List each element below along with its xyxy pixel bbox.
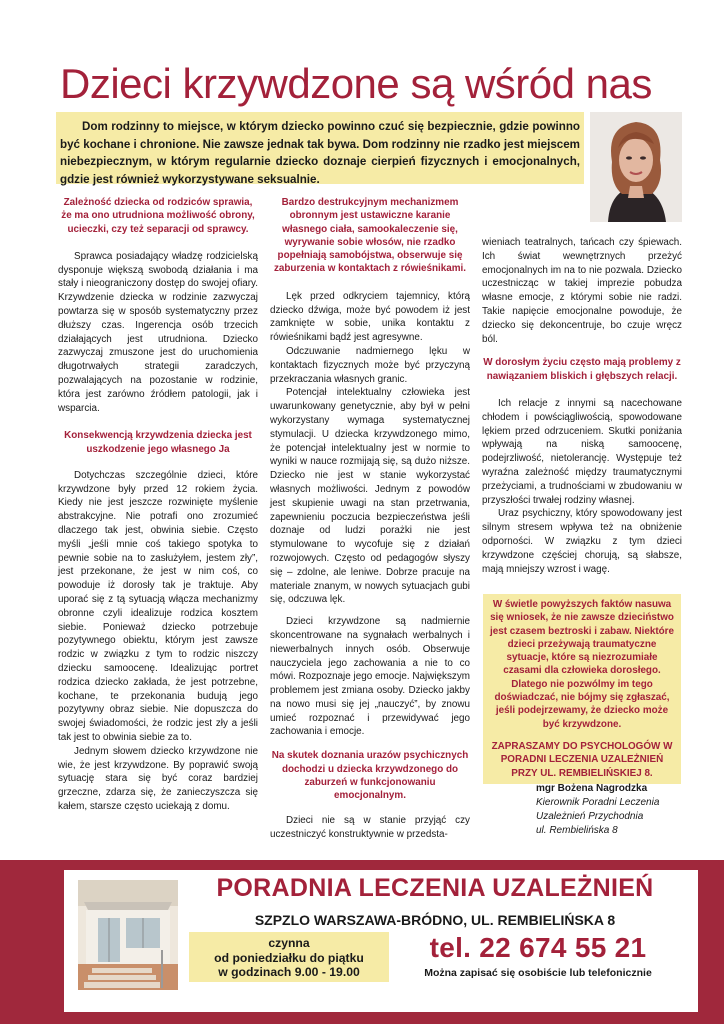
- author-photo: [590, 112, 682, 222]
- author-name: mgr Bożena Nagrodzka: [536, 783, 648, 794]
- col1-paragraph-2: Dotychczas szczególnie dzieci, które krzywdzone były przed 12 rokiem życia. Kiedy nie jest jeszcze rozwinięte myślenie abstrakcyjne. Nie potrafi ono zrozumieć dlaczego tak jest, obwinia siebie. Często myśli „jeśli mnie coś takiego spotyka to pewnie sobie na to zasłużyłem, jestem zły”, jest przekonane, że jest w nim coś, co powoduje iż dorosły tak je traktuje. Aby uporać się z tą sytuacją włącza mechanizmy obronne czyli idealizuje rodzica kosztem siebie. Ponieważ dziecko potrzebuje pozytywnego obiektu, którym jest zawsze rodzic w związku z tym to rodzic niszczy dziecku samoocenę. Idealizując portret rodzica dziecko zakłada, że jest potrzebne, kochane, te przekonania budują jego pozytywny obraz siebie. Nie dopuszcza do swojej świadomości, że rodzic jest zły a jeśli tak jest to obwinia siebie za to.: [58, 469, 258, 743]
- clinic-building-photo: [78, 880, 178, 990]
- signature: [536, 782, 659, 838]
- lead-box: [56, 112, 584, 184]
- col2-heading-1: Bardzo destrukcyjnym mechanizmem obronnym jest ustawiczne karanie własnego ciała, samookaleczenie się, wyrywanie sobie włosów, nie rzadko popełniają samobójstwa, obserwuje się zaburzenia w kontaktach z rówieśnikami.: [273, 197, 467, 275]
- col2-paragraph-2: Odczuwanie nadmiernego lęku w kontaktach fizycznych może być przyczyną przekraczania własnych granic.: [270, 345, 470, 385]
- col1-heading-2: Konsekwencją krzywdzenia dziecka jest uszkodzenie jego własnego Ja: [64, 430, 252, 455]
- column-3: [482, 236, 682, 576]
- conclusion-text: W świetle powyższych faktów nasuwa się wniosek, że nie zawsze dzieciństwo jest czasem beztroski i zabaw. Niektóre dzieci przeżywają traumatyczne sytuacje, które są niezrozumiałe czasami dla człowieka dorosłego. Dlatego nie pozwólmy im tego doświadczać, nie bójmy się zgłaszać, jeśli podejrzewamy, że dziecko może być krzywdzone.: [489, 599, 675, 730]
- col1-heading-1: Zależność dziecka od rodziców sprawia, że ma ono utrudniona możliwość obrony, ucieczki, czy też separacji od sprawcy.: [61, 197, 255, 235]
- registration-note: Można zapisać się osobiście lub telefonicznie: [424, 967, 652, 979]
- col2-paragraph-1: Lęk przed odkryciem tajemnicy, którą dziecko dźwiga, może być powodem iż jest zamknięte w sobie, unika kontaktu z rówieśnikami bądź jest agresywne.: [270, 290, 470, 344]
- portrait-image: [590, 112, 682, 222]
- conclusion-box: [483, 594, 681, 784]
- invitation-text: ZAPRASZAMY DO PSYCHOLOGÓW W PORADNI LECZENIA UZALEŻNIEŃ PRZY UL. REMBIELIŃSKIEJ 8.: [491, 740, 673, 779]
- col3-paragraph-3: Uraz psychiczny, który spowodowany jest silnym stresem wpływa też na obniżenie odporności. W związku z tym dzieci krzywdzone częściej chorują, są słabsze, mają mniejszy wzrost i wagę.: [482, 508, 682, 575]
- lead-text: Dom rodzinny to miejsce, w którym dziecko powinno czuć się bezpiecznie, gdzie powinno być kochane i chronione. Nie zawsze jednak tak bywa. Dom rodzinny nie rzadko jest miejscem niebezpiecznym, w którym regularnie dziecko doznaje cierpień fizycznych i emocjonalnych, gdzie jest również wykorzystywane seksualnie.: [60, 120, 580, 186]
- col3-paragraph-2: Ich relacje z innymi są nacechowane chłodem i powściągliwością, spowodowane lękiem przed odrzuceniem. Skutki poniżania wpływają na niską samoocenę, podejrzliwość, nietolerancję. Występuje też wyraźna zależność między traumatycznymi przeżyciami, a trudnościami w zbudowaniu w przyszłości trwałej rodziny własnej.: [482, 397, 682, 506]
- col2-paragraph-3: Potencjał intelektualny człowieka jest uwarunkowany genetycznie, aby był w pełni wykorzystany wymaga systematycznej stymulacji. U dziecka krzywdzonego mimo, że potencjał intelektualny jest w normie to wyniki w nauce rozmijają się, są dużo niższe. Dziecko nie jest w stanie wykorzystać własnych możliwości. Jednym z powodów jest skupienie uwagi na stan przetrwania, zapewnieniu poczucia bezpieczeństwa jeśli doznaje od ludzi porażki nie jest stymulowane to wycofuje się z działań rozwojowych. Często od pedagogów słyszy się – zdolne, ale leniwe. Dobrze pracuje na materiale znanym, w nowych sytuacjach gubi się, odczuwa lęk.: [270, 387, 470, 606]
- author-title-3: ul. Rembielińska 8: [536, 825, 618, 836]
- col2-heading-2: Na skutek doznania urazów psychicznych dochodzi u dziecka krzywdzonego do zaburzeń w funkcjonowaniu emocjonalnym.: [271, 750, 469, 802]
- hours-line-2: od poniedziałku do piątku: [214, 950, 364, 965]
- phone-number[interactable]: tel. 22 674 55 21: [429, 932, 647, 963]
- column-2: [270, 196, 470, 842]
- clinic-address: SZPZLO WARSZAWA-BRÓDNO, UL. REMBIELIŃSKA 8: [254, 912, 616, 928]
- page-title: Dzieci krzywdzone są wśród nas: [60, 60, 652, 107]
- column-1: [58, 196, 258, 814]
- col1-paragraph-3: Jednym słowem dziecko krzywdzone nie wie, że jest krzywdzone. By poprawić swoją sytuację stara się być coraz bardziej grzeczne, zdarza się, że zanieczyszcza się kałem, starsze często uciekają z domu.: [58, 745, 258, 812]
- hours-line-3: w godzinach 9.00 - 19.00: [218, 965, 360, 979]
- author-title-1: Kierownik Poradni Leczenia: [536, 797, 660, 808]
- col3-paragraph-1: wieniach teatralnych, tańcach czy śpiewach. Ich świat wewnętrznych przeżyć emocjonalnych im na to nie pozwala. Dziecko uczestnicząc w takiej imprezie pobudza własne emocje, z którymi sobie nie radzi. Takie napięcie emocjonalne powoduje, że dziecko się dekoncentruje, bo czuje wręcz ból.: [482, 237, 682, 345]
- col1-paragraph-1: Sprawca posiadający władzę rodzicielską dysponuje większą swobodą działania i ma stały i nieograniczony dostęp do swojej ofiary. Krzywdzenie dziecka w rodzinie zazwyczaj powtarza się w sposób systematyczny przez dłuższy czas. Ingerencja osób trzecich działających jest utrudniona. Dziecko zazwyczaj zmuszone jest do uruchomienia długotrwałych strategii zaradczych, pozwalających na pozostanie w rodzinie, która jest zarówno źródłem patologii, jak i wsparcia.: [58, 250, 258, 414]
- clinic-name: PORADNIA LECZENIA UZALEŻNIEŃ: [216, 874, 654, 902]
- col2-paragraph-5: Dzieci nie są w stanie przyjąć czy uczestniczyć konstruktywnie w przedsta-: [270, 815, 470, 841]
- col3-heading-1: W dorosłym życiu często mają problemy z nawiązaniem bliskich i głębszych relacji.: [483, 357, 681, 382]
- building-image: [78, 880, 178, 990]
- opening-hours: [189, 932, 389, 982]
- col2-paragraph-4: Dzieci krzywdzone są nadmiernie skoncentrowane na sygnałach werbalnych i niewerbalnych innych osób. Obserwuje nauczyciela jego zachowania a nie to co mówi. Rozpoznaje jego emocje. Największym problemem jest zmiana osoby. Dziecko jakby na nowo musi się jej „nauczyć”, by znowu umieć rozpoznać i przewidywać jego zachowania i emocje.: [270, 616, 470, 738]
- hours-line-1: czynna: [268, 936, 310, 950]
- author-title-2: Uzależnień Przychodnia: [536, 811, 644, 822]
